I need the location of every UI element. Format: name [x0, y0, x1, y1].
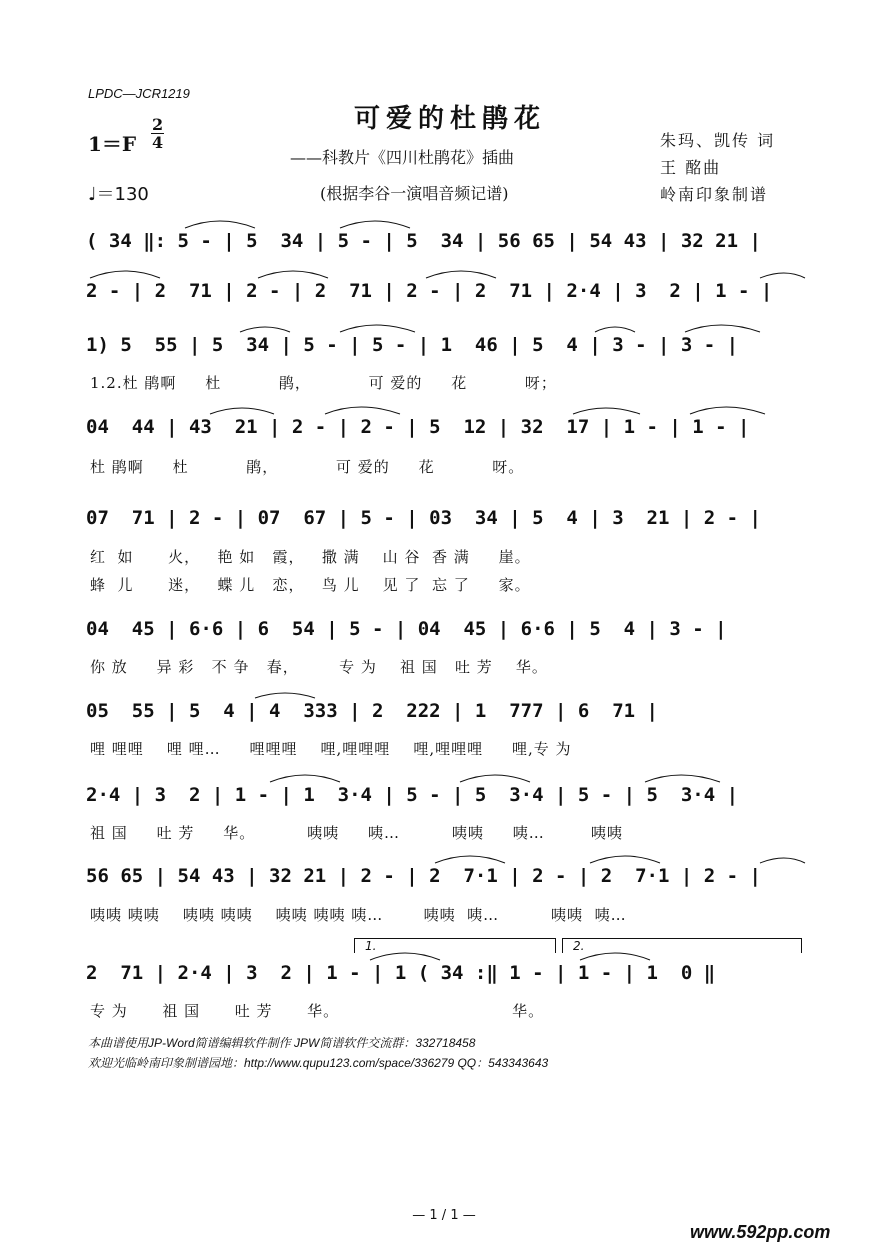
notation-line-10: 2 71 | 2·4 | 3 2 | 1 - | 1 ( 34 :‖ 1 - | 1 - | 1 0 ‖	[86, 962, 716, 984]
footer-site-note: 欢迎光临岭南印象制谱园地：http://www.qupu123.com/space/336279 QQ：543343643	[88, 1056, 549, 1070]
tempo-mark: ♩＝130	[88, 184, 149, 205]
slur	[460, 775, 530, 782]
score-code: LPDC—JCR1219	[88, 86, 190, 101]
notation-line-5: 07 71 | 2 - | 07 67 | 5 - | 03 34 | 5 4 | 3 21 | 2 - |	[86, 507, 761, 529]
slur	[90, 271, 160, 278]
slur	[426, 271, 496, 278]
lyric-line-3b: 蜂 儿 迷， 蝶 儿 恋， 鸟 儿 见 了 忘 了 家。	[90, 576, 531, 594]
lyricist-credit: 朱玛、凯传 词	[660, 131, 776, 150]
slur	[685, 325, 760, 332]
lyric-line-2: 杜 鹃啊 杜 鹃， 可 爱的 花 呀。	[90, 458, 525, 476]
notation-line-6: 04 45 | 6·6 | 6 54 | 5 - | 04 45 | 6·6 | 5 4 | 3 - |	[86, 618, 727, 640]
key-signature: 1＝F	[88, 132, 137, 156]
arranger-credit: 岭南印象制谱	[660, 185, 769, 204]
song-title: 可爱的杜鹃花	[353, 104, 546, 134]
volta-label-1: 1.	[365, 939, 377, 953]
lyric-line-5: 哩 哩哩 哩 哩… 哩哩哩 哩,哩哩哩 哩,哩哩哩 哩,专 为	[90, 740, 572, 758]
slur	[340, 325, 415, 332]
notation-line-3: 1) 5 55 | 5 34 | 5 - | 5 - | 1 46 | 5 4 | 3 - | 3 - |	[86, 334, 739, 356]
slur	[580, 953, 650, 960]
slur	[370, 953, 440, 960]
slur	[645, 775, 720, 782]
slur	[590, 856, 660, 863]
lyric-line-6: 祖 国 吐 芳 华。 咦咦 咦… 咦咦 咦… 咦咦	[90, 824, 623, 842]
slur	[760, 273, 805, 278]
notation-line-1: ( 34 ‖: 5 - | 5 34 | 5 - | 5 34 | 56 65 | 54 43 | 32 21 |	[86, 230, 761, 252]
slur	[258, 271, 328, 278]
slur	[760, 858, 805, 863]
lyric-line-8: 专 为 祖 国 吐 芳 华。 华。	[90, 1002, 545, 1020]
slur	[210, 408, 274, 414]
meter-bottom: 4	[152, 133, 164, 152]
volta-label-2: 2.	[573, 939, 585, 953]
transcription-note: (根据李谷一演唱音频记谱)	[320, 184, 509, 203]
slur	[240, 327, 290, 332]
slur	[573, 408, 640, 414]
page-number: — 1 / 1 —	[412, 1208, 476, 1223]
lyric-line-7: 咦咦 咦咦 咦咦 咦咦 咦咦 咦咦 咦… 咦咦 咦… 咦咦 咦…	[90, 906, 627, 924]
notation-line-9: 56 65 | 54 43 | 32 21 | 2 - | 2 7·1 | 2 - | 2 7·1 | 2 - |	[86, 865, 761, 887]
slur	[340, 221, 410, 228]
notation-line-8: 2·4 | 3 2 | 1 - | 1 3·4 | 5 - | 5 3·4 | 5 - | 5 3·4 |	[86, 784, 739, 806]
notation-line-7: 05 55 | 5 4 | 4 333 | 2 222 | 1 777 | 6 71 |	[86, 700, 658, 722]
slur	[435, 856, 505, 863]
lyric-line-4: 你 放 异 彩 不 争 春， 专 为 祖 国 吐 芳 华。	[90, 658, 548, 676]
notation-line-4: 04 44 | 43 21 | 2 - | 2 - | 5 12 | 32 17 | 1 - | 1 - |	[86, 416, 750, 438]
composer-credit: 王 酩曲	[660, 158, 722, 177]
lyric-line-1: 1.2.杜 鹃啊 杜 鹃， 可 爱的 花 呀；	[90, 374, 557, 392]
lyric-line-3a: 红 如 火， 艳 如 霞， 撒 满 山 谷 香 满 崖。	[90, 548, 531, 566]
slur	[325, 407, 400, 414]
watermark-site: www.592pp.com	[690, 1222, 831, 1242]
slur	[185, 221, 255, 228]
footer-software-note: 本曲谱使用JP-Word简谱编辑软件制作 JPW简谱软件交流群：332718458	[88, 1036, 476, 1050]
slur	[270, 775, 340, 782]
slur	[255, 693, 315, 698]
slur	[690, 407, 765, 414]
slur	[595, 327, 635, 332]
notation-line-2: 2 - | 2 71 | 2 - | 2 71 | 2 - | 2 71 | 2·4 | 3 2 | 1 - |	[86, 280, 773, 302]
meter-top: 2	[152, 115, 164, 134]
song-subtitle: ——科教片《四川杜鹃花》插曲	[290, 148, 515, 167]
